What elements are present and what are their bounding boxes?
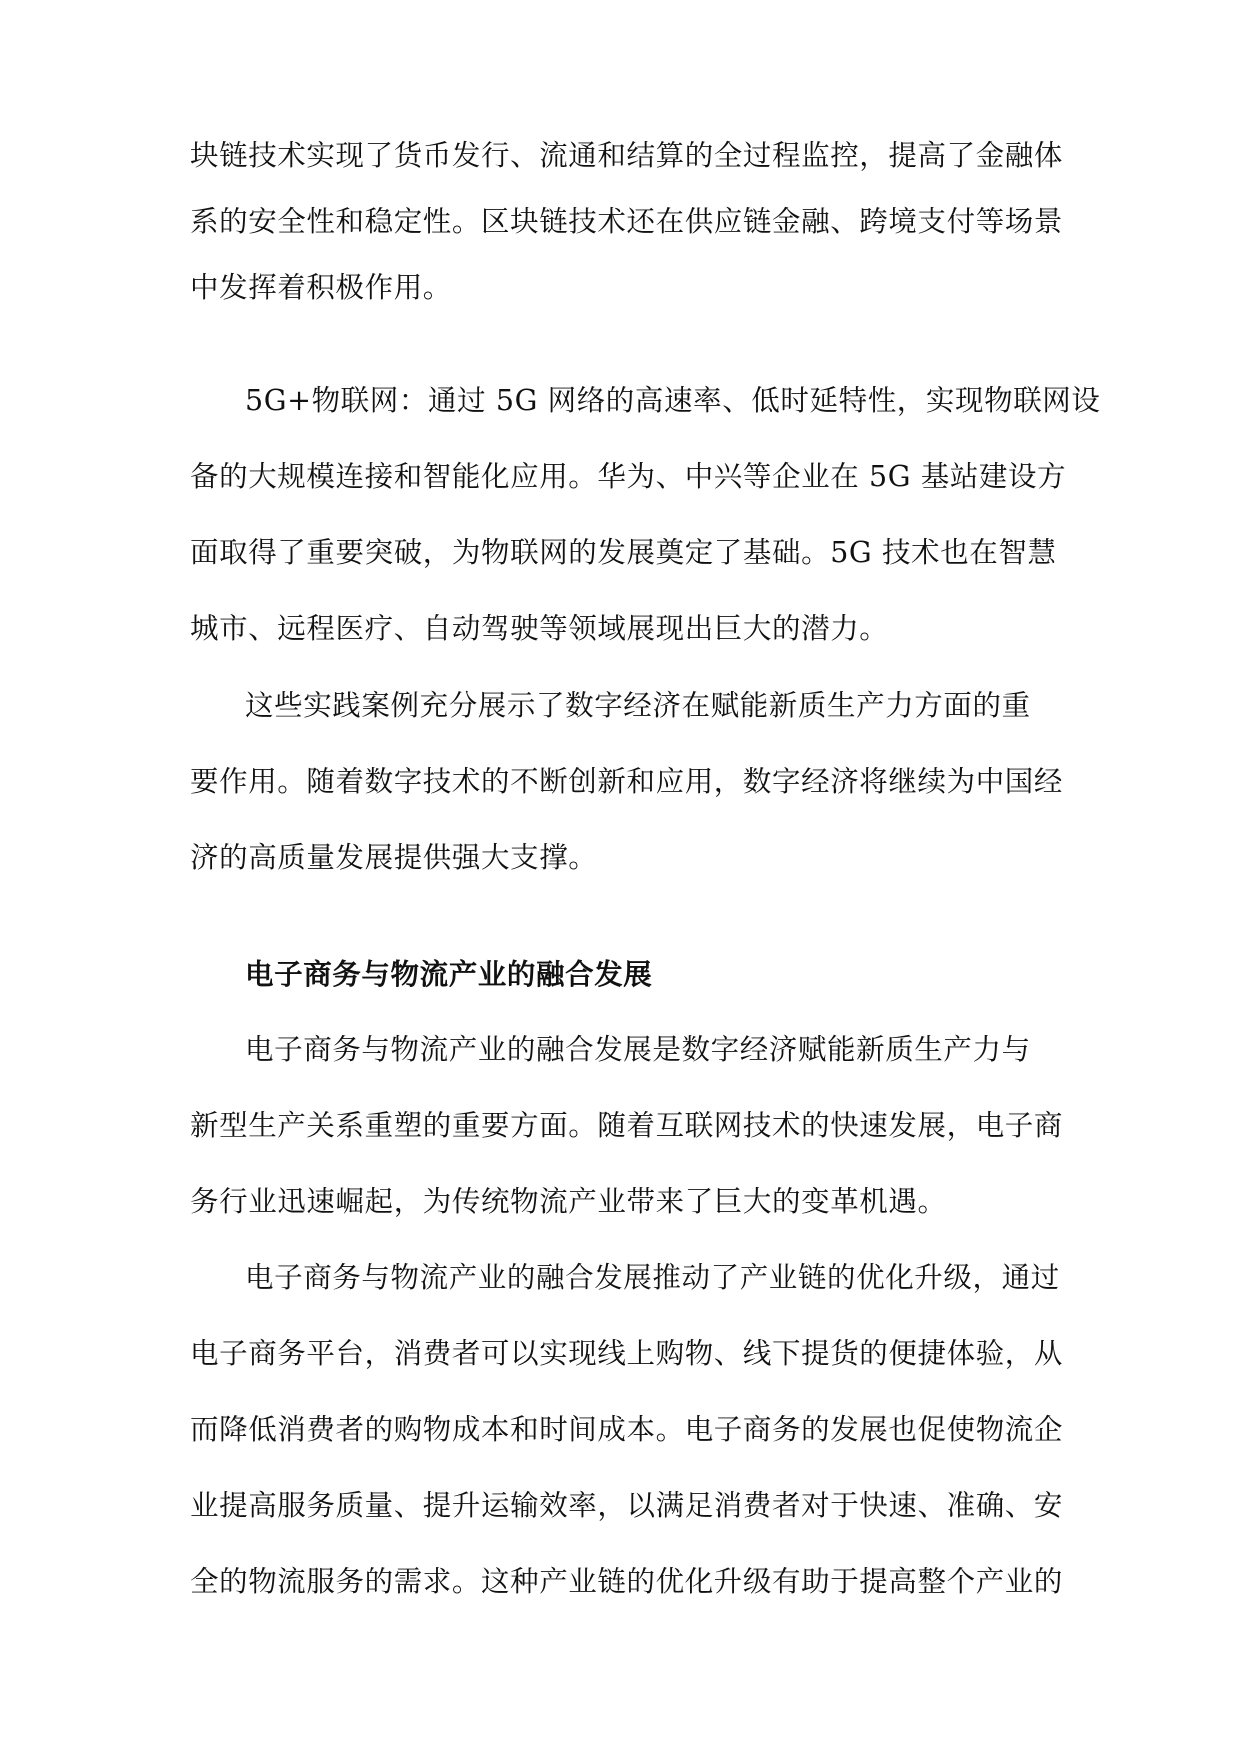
paragraph-line: 济的高质量发展提供强大支撑。 [190,841,598,874]
paragraph-line: 电子商务与物流产业的融合发展是数字经济赋能新质生产力与 [245,1033,1031,1066]
paragraph-line: 新型生产关系重塑的重要方面。随着互联网技术的快速发展，电子商 [190,1109,1064,1142]
paragraph-line: 这些实践案例充分展示了数字经济在赋能新质生产力方面的重 [245,689,1031,722]
paragraph-line: 电子商务平台，消费者可以实现线上购物、线下提货的便捷体验，从 [190,1337,1064,1370]
paragraph-line: 中发挥着积极作用。 [190,271,452,304]
paragraph-line: 而降低消费者的购物成本和时间成本。电子商务的发展也促使物流企 [190,1413,1064,1446]
paragraph-line: 5G+物联网：通过 5G 网络的高速率、低时延特性，实现物联网设 [245,384,1101,417]
section-heading: 电子商务与物流产业的融合发展 [245,957,653,991]
paragraph-line: 块链技术实现了货币发行、流通和结算的全过程监控，提高了金融体 [190,139,1064,172]
paragraph-line: 要作用。随着数字技术的不断创新和应用，数字经济将继续为中国经 [190,765,1064,798]
paragraph-line: 全的物流服务的需求。这种产业链的优化升级有助于提高整个产业的 [190,1565,1064,1598]
paragraph-line: 电子商务与物流产业的融合发展推动了产业链的优化升级，通过 [245,1261,1060,1294]
paragraph-line: 备的大规模连接和智能化应用。华为、中兴等企业在 5G 基站建设方 [190,460,1067,493]
paragraph-line: 业提高服务质量、提升运输效率，以满足消费者对于快速、准确、安 [190,1489,1064,1522]
paragraph-line: 面取得了重要突破，为物联网的发展奠定了基础。5G 技术也在智慧 [190,536,1057,569]
paragraph-line: 系的安全性和稳定性。区块链技术还在供应链金融、跨境支付等场景 [190,205,1064,238]
paragraph-line: 城市、远程医疗、自动驾驶等领域展现出巨大的潜力。 [190,612,889,645]
paragraph-line: 务行业迅速崛起，为传统物流产业带来了巨大的变革机遇。 [190,1185,947,1218]
